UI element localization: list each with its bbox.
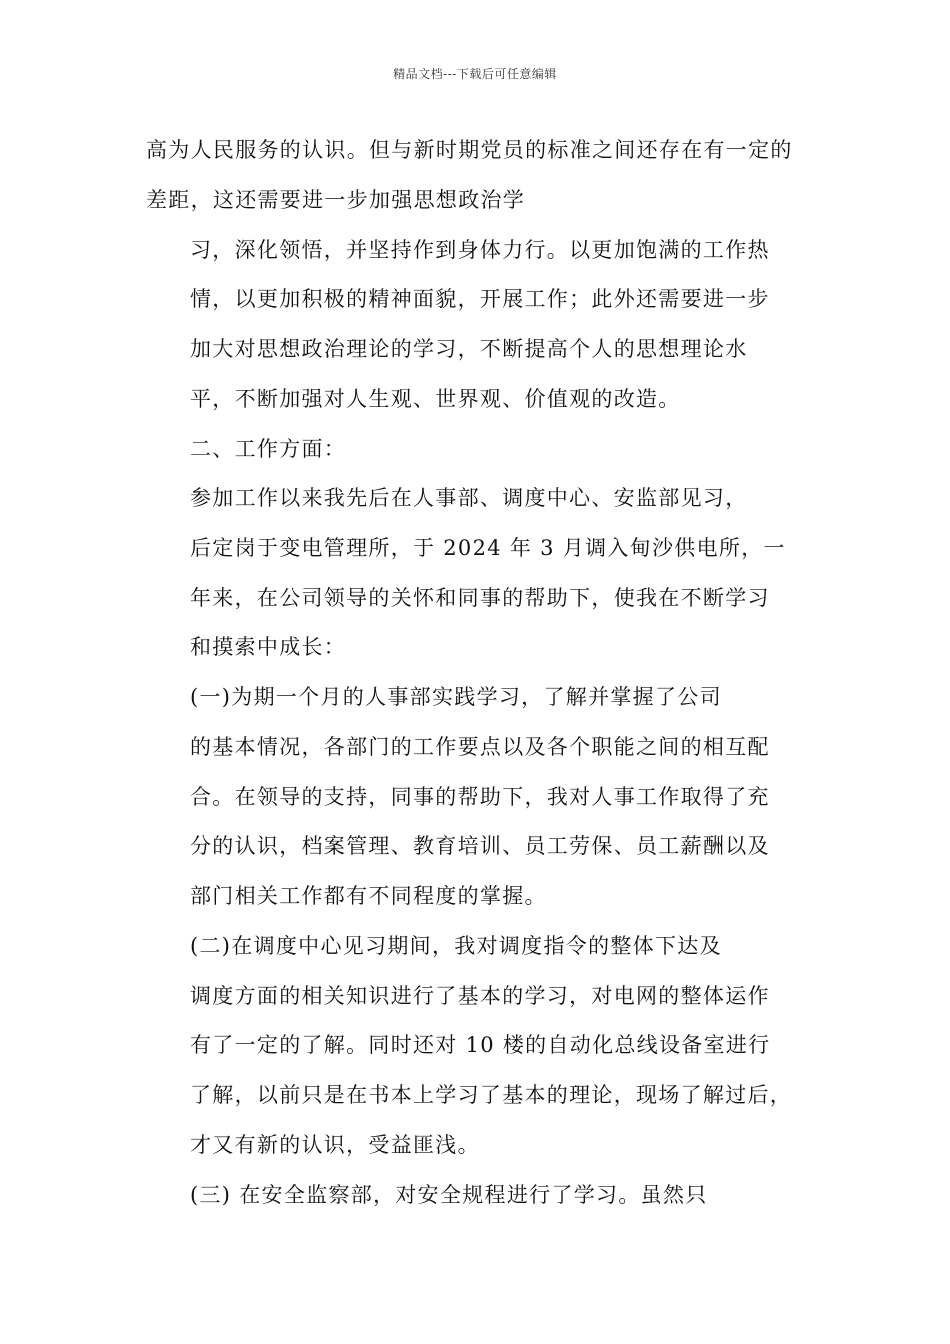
text-line: 和摸索中成长： [190,635,347,659]
text-line: 参加工作以来我先后在人事部、调度中心、安监部见习， [190,486,748,510]
text-line: 部门相关工作都有不同程度的掌握。 [190,884,547,908]
text-line: 平，不断加强对人生观、世界观、价值观的改造。 [190,387,681,411]
text-line: 高为人民服务的认识。但与新时期党员的标准之间还存在有一定的 [146,138,793,162]
text-line: 的基本情况，各部门的工作要点以及各个职能之间的相互配 [190,735,770,759]
text-line: 加大对思想政治理论的学习，不断提高个人的思想理论水 [190,337,748,361]
section-heading: 二、工作方面： [190,437,347,461]
text-line: (一)为期一个月的人事部实践学习，了解并掌握了公司 [190,685,722,709]
text-line: 分的认识，档案管理、教育培训、员工劳保、员工薪酬以及 [190,834,770,858]
text-line: 有了一定的了解。同时还对 10 楼的自动化总线设备室进行 [190,1033,771,1057]
text-line: 情，以更加积极的精神面貌，开展工作；此外还需要进一步 [190,287,770,311]
text-line: 了解，以前只是在书本上学习了基本的理论，现场了解过后， [190,1083,793,1107]
text-line: (三) 在安全监察部，对安全规程进行了学习。虽然只 [190,1183,708,1207]
text-line: (二)在调度中心见习期间，我对调度指令的整体下达及 [190,934,722,958]
text-line: 合。在领导的支持，同事的帮助下，我对人事工作取得了充 [190,785,770,809]
text-line: 才又有新的认识，受益匪浅。 [190,1133,480,1157]
page-header-note: 精品文档---下载后可任意编辑 [393,67,557,81]
text-line: 差距，这还需要进一步加强思想政治学 [146,188,526,212]
text-line: 后定岗于变电管理所，于 2024 年 3 月调入甸沙供电所，一 [190,536,786,560]
text-line: 年来，在公司领导的关怀和同事的帮助下，使我在不断学习 [190,586,770,610]
text-line: 习，深化领悟，并坚持作到身体力行。以更加饱满的工作热 [190,238,770,262]
text-line: 调度方面的相关知识进行了基本的学习，对电网的整体运作 [190,984,770,1008]
